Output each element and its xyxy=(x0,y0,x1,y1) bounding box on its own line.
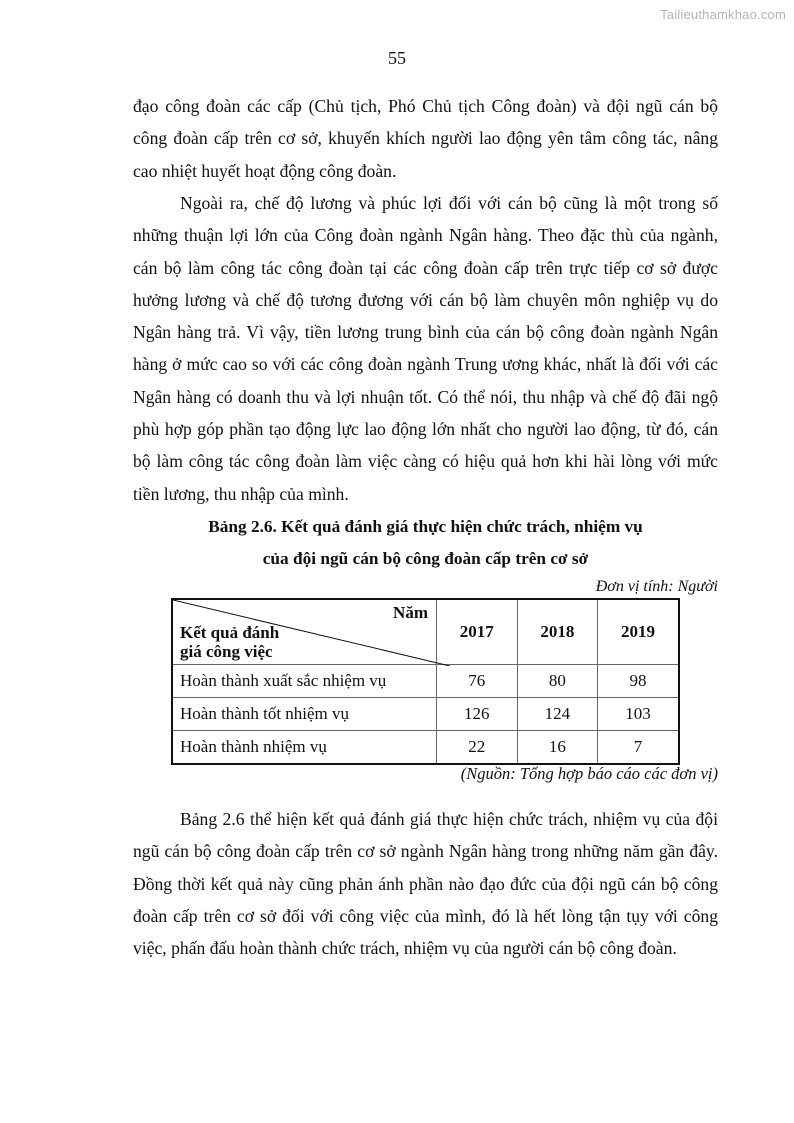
table-header-row xyxy=(172,599,679,665)
header-year-2019: 2019 xyxy=(598,599,679,665)
header-year-label: Năm xyxy=(393,603,428,622)
table-caption-line1: Bảng 2.6. Kết quả đánh giá thực hiện chức trách, nhiệm vụ xyxy=(208,517,643,536)
row-label: Hoàn thành xuất sắc nhiệm vụ xyxy=(172,665,437,698)
cell-value: 80 xyxy=(517,665,598,698)
header-result-label-line1: Kết quả đánh xyxy=(180,623,280,642)
table-caption-line2: của đội ngũ cán bộ công đoàn cấp trên cơ sở xyxy=(262,549,589,568)
table-source: (Nguồn: Tổng hợp báo cáo các đơn vị) xyxy=(460,764,718,783)
header-result-label-line2: giá công việc xyxy=(180,642,273,661)
cell-value: 124 xyxy=(517,698,598,731)
evaluation-results-table xyxy=(171,598,680,765)
table-row xyxy=(172,698,679,731)
page-number: 55 xyxy=(388,48,406,68)
cell-value: 126 xyxy=(437,698,518,731)
row-label: Hoàn thành nhiệm vụ xyxy=(172,731,437,765)
table-row xyxy=(172,731,679,765)
diagonal-header-cell xyxy=(172,599,437,665)
header-year-2017: 2017 xyxy=(437,599,518,665)
header-year-2018: 2018 xyxy=(517,599,598,665)
row-label: Hoàn thành tốt nhiệm vụ xyxy=(172,698,437,731)
cell-value: 98 xyxy=(598,665,679,698)
paragraph-salary-benefits: Ngoài ra, chế độ lương và phúc lợi đối với cán bộ cũng là một trong số những thuận lợi lớn của Công đoàn ngành Ngân hàng. Theo đặc thù của ngành, cán bộ làm công tác công đoàn tại các công đoàn cấp trên trực tiếp cơ sở được hưởng lương và chế độ tương đương với cán bộ làm chuyên môn nghiệp vụ do Ngân hàng trả. Vì vậy, tiền lương trung bình của cán bộ công đoàn ngành Ngân hàng ở mức cao so với các công đoàn ngành Trung ương khác, nhất là đối với các Ngân hàng có doanh thu và lợi nhuận tốt. Có thể nói, thu nhập và chế độ đãi ngộ phù hợp góp phần tạo động lực lao động lớn nhất cho người lao động, từ đó, cán bộ làm công tác công đoàn làm việc càng có hiệu quả hơn khi hài lòng với mức tiền lương, thu nhập của mình. xyxy=(133,193,718,504)
paragraph-continuation: đạo công đoàn các cấp (Chủ tịch, Phó Chủ tịch Công đoàn) và đội ngũ cán bộ công đoàn cấp trên cơ sở, khuyến khích người lao động yên tâm công tác, nâng cao nhiệt huyết hoạt động công đoàn. xyxy=(133,96,718,181)
cell-value: 76 xyxy=(437,665,518,698)
watermark: Tailieuthamkhao.com xyxy=(660,7,786,22)
table-unit: Đơn vị tính: Người xyxy=(595,578,718,595)
paragraph-table-analysis: Bảng 2.6 thể hiện kết quả đánh giá thực hiện chức trách, nhiệm vụ của đội ngũ cán bộ công đoàn cấp trên cơ sở ngành Ngân hàng trong những năm gần đây. Đồng thời kết quả này cũng phản ánh phần nào đạo đức của đội ngũ cán bộ công đoàn cấp trên cơ sở đối với công việc của mình, đó là hết lòng tận tụy với công việc, phấn đấu hoàn thành chức trách, nhiệm vụ của người cán bộ công đoàn. xyxy=(133,809,718,959)
cell-value: 22 xyxy=(437,731,518,765)
header-result-label xyxy=(180,623,279,661)
cell-value: 103 xyxy=(598,698,679,731)
cell-value: 16 xyxy=(517,731,598,765)
cell-value: 7 xyxy=(598,731,679,765)
table-row xyxy=(172,665,679,698)
